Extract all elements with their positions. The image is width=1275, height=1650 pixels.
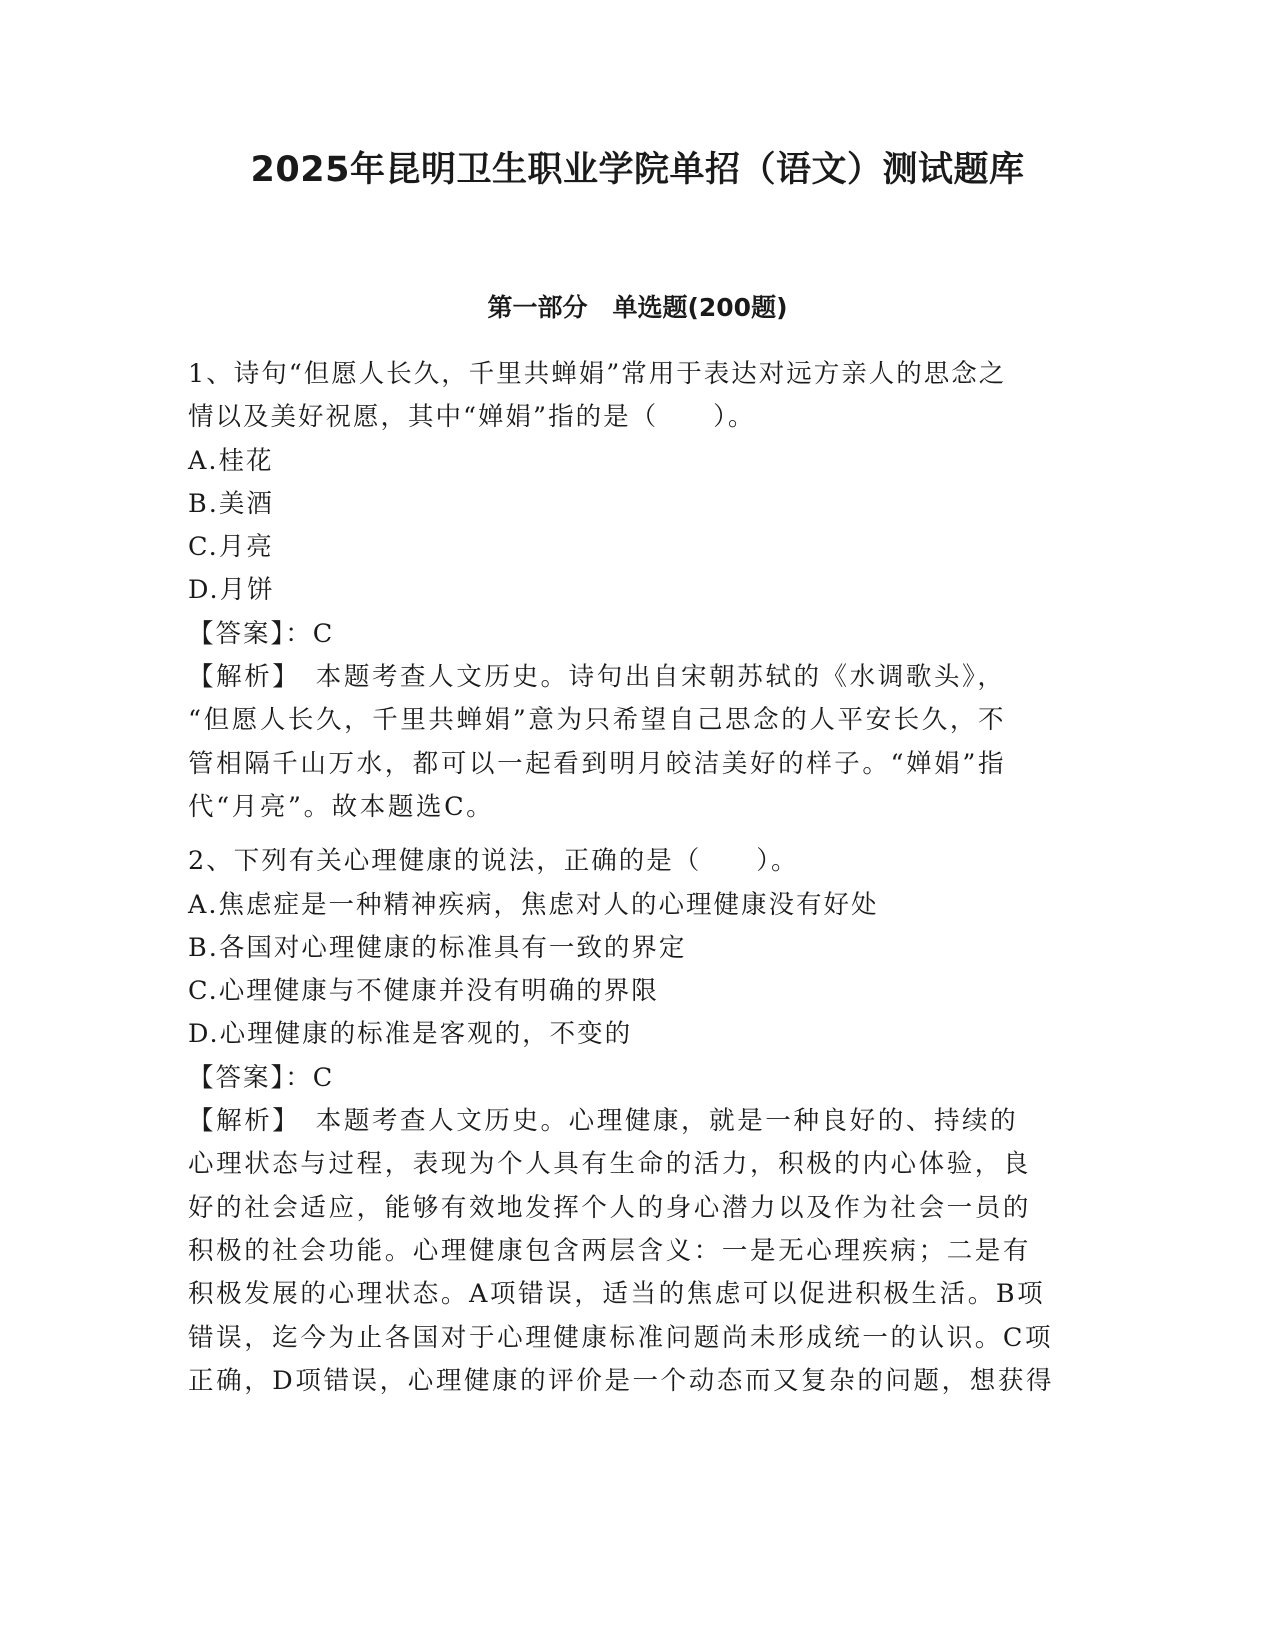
question-2-analysis-line: 心理状态与过程，表现为个人具有生命的活力，积极的内心体验，良: [188, 1149, 1032, 1180]
question-list: [188, 353, 1088, 1403]
question-1-answer: 【答案】：C: [188, 618, 335, 649]
question-2-stem-line: 2、下列有关心理健康的说法，正确的是（ ）。: [188, 846, 799, 877]
document-title: 2025年昆明卫生职业学院单招（语文）测试题库: [250, 150, 1025, 190]
question-2-option-c: C.心理健康与不健康并没有明确的界限: [188, 976, 659, 1007]
question-1-option-a: A.桂花: [188, 445, 274, 476]
question-2-analysis-line: 正确，D项错误，心理健康的评价是一个动态而又复杂的问题，想获得: [188, 1365, 1055, 1396]
question-1-analysis-line: 【解析】 本题考查人文历史。诗句出自宋朝苏轼的《水调歌头》，: [188, 662, 1006, 693]
question-1-stem-line: 情以及美好祝愿，其中“婵娟”指的是（ ）。: [188, 402, 756, 433]
question-1-stem-line: 1、诗句“但愿人长久，千里共蝉娟”常用于表达对远方亲人的思念之: [188, 359, 1007, 389]
question-1-option-b: B.美酒: [188, 488, 274, 519]
question-2-analysis-line: 好的社会适应，能够有效地发挥个人的身心潜力以及作为社会一员的: [188, 1192, 1032, 1223]
question-2-analysis-line: 【解析】 本题考查人文历史。心理健康，就是一种良好的、持续的: [188, 1106, 1019, 1137]
question-1-analysis-line: “但愿人长久，千里共蝉娟”意为只希望自己思念的人平安长久，不: [188, 705, 1007, 736]
question-2-answer: 【答案】：C: [188, 1062, 335, 1093]
section-title: 第一部分 单选题(200题): [487, 293, 788, 322]
question-2-option-a: A.焦虑症是一种精神疾病，焦虑对人的心理健康没有好处: [188, 889, 879, 920]
question-2-option-b: B.各国对心理健康的标准具有一致的界定: [188, 932, 687, 963]
question-2-analysis-line: 积极发展的心理状态。A项错误，适当的焦虑可以促进积极生活。B项: [188, 1279, 1046, 1310]
question-1-analysis-line: 管相隔千山万水，都可以一起看到明月皎洁美好的样子。“婵娟”指: [188, 748, 1007, 779]
question-2-option-d: D.心理健康的标准是客观的，不变的: [188, 1019, 633, 1050]
question-1-option-d: D.月饼: [188, 575, 275, 606]
question-2-analysis-line: 积极的社会功能。心理健康包含两层含义：一是无心理疾病；二是有: [188, 1235, 1032, 1266]
question-1: [188, 353, 1088, 829]
question-1-option-c: C.月亮: [188, 532, 274, 563]
question-2-analysis-line: 错误，迄今为止各国对于心理健康标准问题尚未形成统一的认识。C项: [188, 1322, 1054, 1353]
question-2: [188, 840, 1088, 1403]
question-1-analysis-line: 代“月亮”。故本题选C。: [188, 791, 495, 822]
